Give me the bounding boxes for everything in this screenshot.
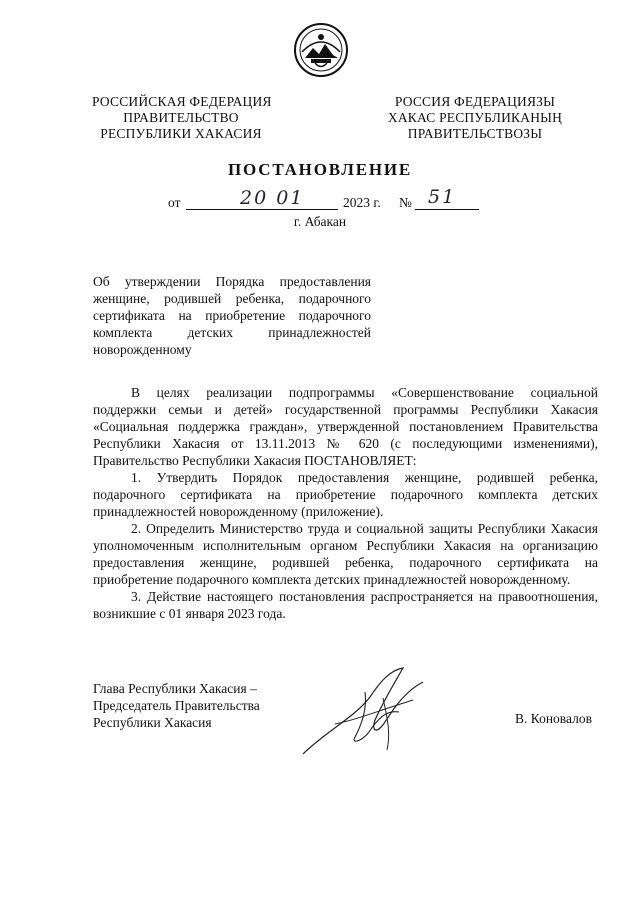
header-right-line-1: РОССИЯ ФЕДЕРАЦИЯЗЫ — [394, 94, 556, 109]
header-left-line-3: РЕСПУБЛИКИ ХАКАСИЯ — [100, 126, 262, 141]
header-right — [372, 94, 578, 142]
document-subject: Об утверждении Порядка предоставления женщине, родившей ребенка, подарочного сертификата на приобретение подарочного комплекта детских принадлежностей новорожденному — [93, 274, 371, 357]
signatory-position-line-2: Председатель Правительства — [93, 698, 260, 713]
header-right-line-2: ХАКАС РЕСПУБЛИКАНЫҢ — [387, 110, 563, 125]
body-preamble: В целях реализации подпрограммы «Совершенствование социальной поддержки семьи и детей» государственной программы Республики Хакасия «Социальная поддержка граждан», утвержденной постановлением Правительства Республики Хакасия от 13.11.2013 № 620 (с последующими изменениями), Правительство Республики Хакасия ПОСТАНОВЛЯЕТ: — [93, 385, 598, 468]
signatory-name: В. Коновалов — [515, 711, 592, 726]
header-right-line-3: ПРАВИТЕЛЬСТВОЗЫ — [407, 126, 543, 141]
body-clause-2: 2. Определить Министерство труда и социальной защиты Республики Хакасия уполномоченным исполнительным органом Республики Хакасия на организацию предоставления женщине, родившей ребенка, подарочного сертификата на приобретение подарочного комплекта детских принадлежностей новорожденному. — [93, 521, 598, 587]
number-sign: № — [399, 195, 412, 210]
date-number-line — [0, 186, 640, 215]
date-from-label: от — [168, 195, 181, 210]
header-left-line-2: ПРАВИТЕЛЬСТВО — [123, 110, 239, 125]
year-label: 2023 г. — [343, 195, 381, 210]
handwritten-signature — [295, 662, 435, 762]
date-handwritten: 20 01 — [240, 187, 305, 209]
signatory-position — [93, 680, 260, 731]
signatory-position-line-1: Глава Республики Хакасия – — [93, 681, 257, 696]
body-clause-3: 3. Действие настоящего постановления распространяется на правоотношения, возникшие с 01 января 2023 года. — [93, 589, 598, 621]
signatory-position-line-3: Республики Хакасия — [93, 715, 212, 730]
city-label: г. Абакан — [293, 214, 347, 229]
body-clause-1: 1. Утвердить Порядок предоставления женщине, родившей ребенка, подарочного сертификата на приобретение подарочного комплекта детских принадлежностей новорожденному (приложение). — [93, 470, 598, 519]
number-handwritten: 51 — [428, 186, 457, 208]
header-left-line-1: РОССИЙСКАЯ ФЕДЕРАЦИЯ — [92, 94, 272, 109]
document-body — [93, 384, 598, 622]
coat-of-arms-icon — [293, 22, 349, 78]
document-title: ПОСТАНОВЛЕНИЕ — [227, 160, 413, 179]
header-left — [92, 94, 270, 142]
